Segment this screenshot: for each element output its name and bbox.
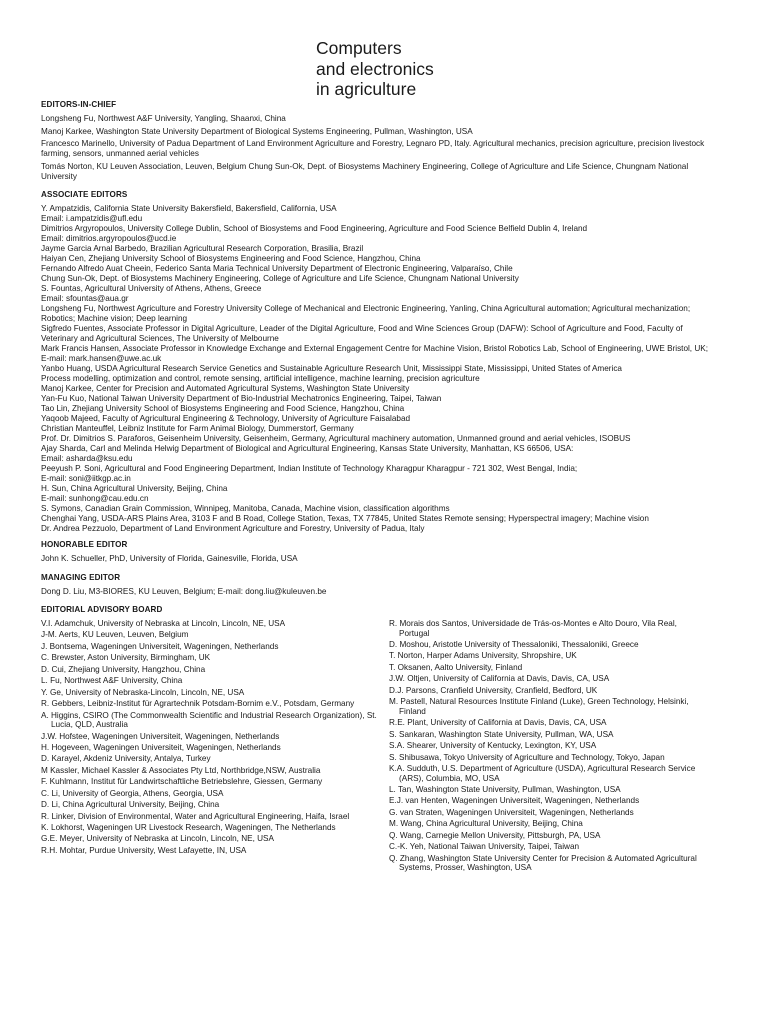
list-item: Longsheng Fu, Northwest Agriculture and Forestry University College of Mechanical and Electronic Engineering, Yanling, China Agricultural automation; Agricultural mechanization; Robotics; Machine vision; Deep learning [41,304,691,323]
list-item: Chung Sun-Ok, Dept. of Biosystems Machinery Engineering, College of Agriculture and Life Science, Chungnam National University [41,274,519,283]
list-item: Y. Ge, University of Nebraska-Lincoln, Lincoln, NE, USA [41,687,245,697]
list-item: V.I. Adamchuk, University of Nebraska at Lincoln, Lincoln, NE, USA [41,619,286,628]
list-item: Mark Francis Hansen, Associate Professor in Knowledge Exchange and External Engagement Centre for Machine Vision, Bristol Robotics Lab, School of Engineering, UWE Bristol, UK; E-mail: mark.hansen@uwe.ac.uk [41,344,709,363]
list-item: Peeyush P. Soni, Agricultural and Food Engineering Department, Indian Institute of Technology Kharagpur Kharagpur - 721 302, West Bengal, India; [41,464,578,473]
list-item: C. Brewster, Aston University, Birmingham, UK [41,653,211,663]
list-item: S. Shibusawa, Tokyo University of Agriculture and Technology, Tokyo, Japan [389,752,665,762]
list-item: E.J. van Henten, Wageningen Universiteit, Wageningen, Netherlands [389,796,640,806]
list-item: S. Fountas, Agricultural University of Athens, Athens, Greece [41,284,262,293]
list-item: R. Gebbers, Leibniz-Institut für Agrartechnik Potsdam-Bornim e.V., Potsdam, Germany [41,699,355,709]
list-item: Email: asharda@ksu.edu [41,454,133,463]
list-item: C. Li, University of Georgia, Athens, Georgia, USA [41,788,224,798]
list-item: R. Linker, Division of Environmental, Water and Agricultural Engineering, Haifa, Israel [41,811,350,821]
list-item: Yaqoob Majeed, Faculty of Agricultural Engineering & Technology, University of Agriculture Faisalabad [41,414,411,423]
list-item: R. Morais dos Santos, Universidade de Trás-os-Montes e Alto Douro, Vila Real, Portugal [389,619,677,638]
list-item: D.J. Parsons, Cranfield University, Cranfield, Bedford, UK [389,685,598,695]
list-item: K. Lokhorst, Wageningen UR Livestock Research, Wageningen, The Netherlands [41,823,336,833]
managing-editor-entry: Dong D. Liu, M3-BIORES, KU Leuven, Belgium; E-mail: dong.liu@kuleuven.be [41,586,327,596]
list-item: T. Oksanen, Aalto University, Finland [389,662,523,672]
list-item: Y. Ampatzidis, California State University Bakersfield, Bakersfield, California, USA [41,204,337,213]
journal-title-line-3: in agriculture [316,79,417,99]
list-item: Email: dimitrios.argyropoulos@ucd.ie [41,234,177,243]
list-item: Jayme Garcia Arnal Barbedo, Brazilian Agricultural Research Corporation, Brasilia, Brazil [41,244,364,253]
list-item: M. Pastell, Natural Resources Institute Finland (Luke), Green Technology, Helsinki, Finland [389,697,689,716]
list-item: E-mail: soni@iitkgp.ac.in [41,474,131,483]
list-item: Fernando Alfredo Auat Cheein, Federico Santa Maria Technical University Department of Electronic Engineering, Valparaíso, Chile [41,264,513,273]
list-item: G. van Straten, Wageningen Universiteit, Wageningen, Netherlands [389,807,634,817]
associate-editors-heading: ASSOCIATE EDITORS [41,190,128,199]
list-item: D. Moshou, Aristotle University of Thessaloniki, Thessaloniki, Greece [389,640,639,650]
list-item: Yanbo Huang, USDA Agricultural Research Service Genetics and Sustainable Agriculture Research Unit, Mississippi State, Mississippi, United States of America [41,364,622,373]
managing-editor-heading: MANAGING EDITOR [41,572,121,582]
list-item: Longsheng Fu, Northwest A&F University, Yangling, Shaanxi, China [41,114,286,123]
list-item: Sigfredo Fuentes, Associate Professor in Digital Agriculture, Leader of the Digital Agriculture, Food and Wine Sciences Group (DAFW): School of Agriculture and Food, Faculty of Veterinary and Agricultural Sciences, The University of Melbourne [41,324,683,343]
list-item: Q. Zhang, Washington State University Center for Precision & Automated Agricultural Systems, Prosser, Washington, USA [389,853,697,873]
masthead-content [41,100,709,875]
associate-editors-list [41,204,709,534]
list-item: Tomás Norton, KU Leuven Association, Leuven, Belgium Chung Sun-Ok, Dept. of Biosystems Machinery Engineering, College of Agriculture and Life Science, Chungnam National University [41,161,689,181]
list-item: A. Higgins, CSIRO (The Commonwealth Scientific and Industrial Research Organization), St. Lucia, QLD, Australia [41,710,377,730]
list-item: T. Norton, Harper Adams University, Shropshire, UK [389,651,577,661]
editorial-advisory-board [41,619,709,875]
editors-in-chief-heading: EDITORS-IN-CHIEF [41,100,117,109]
list-item: Email: i.ampatzidis@ufl.edu [41,214,143,223]
list-item: Francesco Marinello, University of Padua Department of Land Environment Agriculture and Forestry, Legnaro PD, Italy. Agricultural mechanics, precision agriculture, precision livestock farming, sensors, unmanned aerial vehicles [41,139,705,158]
list-item: K.A. Sudduth, U.S. Department of Agriculture (USDA), Agricultural Research Service (ARS), Columbia, MO, USA [389,764,696,783]
list-item: J.W. Oltjen, University of California at Davis, Davis, CA, USA [389,674,610,684]
list-item: Tao Lin, Zhejiang University School of Biosystems Engineering and Food Science, Hangzhou, China [41,404,405,413]
editors-in-chief-list [41,114,709,182]
list-item: Process modelling, optimization and control, remote sensing, artificial intelligence, machine learning, precision agriculture [41,374,480,383]
list-item: S. Sankaran, Washington State University, Pullman, WA, USA [389,729,614,739]
journal-title-line-2: and electronics [316,58,434,79]
list-item: J. Bontsema, Wageningen Universiteit, Wageningen, Netherlands [41,641,279,651]
list-item: D. Cui, Zhejiang University, Hangzhou, China [41,664,206,674]
honorable-editor-heading: HONORABLE EDITOR [41,540,128,549]
list-item: G.E. Meyer, University of Nebraska at Lincoln, Lincoln, NE, USA [41,834,274,844]
list-item: S. Symons, Canadian Grain Commission, Winnipeg, Manitoba, Canada, Machine vision, classification algorithms [41,504,450,513]
journal-title [316,38,434,100]
list-item: H. Sun, China Agricultural University, Beijing, China [41,484,228,493]
list-item: L. Fu, Northwest A&F University, China [41,676,183,686]
editorial-advisory-board-heading: EDITORIAL ADVISORY BOARD [41,605,163,614]
list-item: E-mail: sunhong@cau.edu.cn [41,494,149,503]
list-item: Dimitrios Argyropoulos, University College Dublin, School of Biosystems and Food Engineering, Agriculture and Food Science Belfield Dublin 4, Ireland [41,224,588,233]
list-item: Manoj Karkee, Center for Precision and Automated Agricultural Systems, Washington State University [41,384,410,393]
list-item: L. Tan, Washington State University, Pullman, Washington, USA [389,785,621,795]
list-item: Ajay Sharda, Carl and Melinda Helwig Department of Biological and Agricultural Engineering, Kansas State University, Manhattan, KS 66506, USA: [41,444,574,453]
list-item: Dr. Andrea Pezzuolo, Department of Land Environment Agriculture and Forestry, University of Padua, Italy [41,524,425,533]
list-item: Email: sfountas@aua.gr [41,294,129,303]
list-item: R.E. Plant, University of California at Davis, Davis, CA, USA [389,718,607,728]
list-item: Yan-Fu Kuo, National Taiwan University Department of Bio-Industrial Mechatronics Engineering, Taipei, Taiwan [41,394,442,403]
advisory-board-right-column [389,619,709,875]
list-item: Q. Wang, Carnegie Mellon University, Pittsburgh, PA, USA [389,830,601,840]
list-item: M Kassler, Michael Kassler & Associates Pty Ltd, Northbridge,NSW, Australia [41,765,321,775]
list-item: Haiyan Cen, Zhejiang University School of Biosystems Engineering and Food Science, Hangzhou, China [41,254,421,263]
list-item: D. Li, China Agricultural University, Beijing, China [41,800,220,810]
list-item: J.W. Hofstee, Wageningen Universiteit, Wageningen, Netherlands [41,731,280,741]
list-item: D. Karayel, Akdeniz University, Antalya, Turkey [41,754,211,764]
advisory-board-left-column [41,619,389,875]
list-item: S.A. Shearer, University of Kentucky, Lexington, KY, USA [389,741,597,751]
list-item: Christian Manteuffel, Leibniz Institute for Farm Animal Biology, Dummerstorf, Germany [41,424,354,433]
list-item: R.H. Mohtar, Purdue University, West Lafayette, IN, USA [41,845,247,855]
honorable-editor-entry: John K. Schueller, PhD, University of Florida, Gainesville, Florida, USA [41,554,298,563]
list-item: J-M. Aerts, KU Leuven, Leuven, Belgium [41,630,189,640]
list-item: Chenghai Yang, USDA-ARS Plains Area, 3103 F and B Road, College Station, Texas, TX 77845, United States Remote sensing; Hyperspectral imagery; Machine vision [41,514,649,523]
list-item: C.-K. Yeh, National Taiwan University, Taipei, Taiwan [389,842,580,852]
list-item: F. Kuhlmann, Institut für Landwirtschaftliche Betriebslehre, Giessen, Germany [41,777,323,787]
list-item: M. Wang, China Agricultural University, Beijing, China [389,819,583,829]
journal-title-line-1: Computers [316,38,402,58]
list-item: Prof. Dr. Dimitrios S. Paraforos, Geisenheim University, Geisenheim, Germany, Agricultural machinery automation, Unmanned ground and aerial vehicles, ISOBUS [41,434,631,443]
list-item: Manoj Karkee, Washington State University Department of Biological Systems Engineering, Pullman, Washington, USA [41,126,473,136]
list-item: H. Hogeveen, Wageningen Universiteit, Wageningen, Netherlands [41,742,281,752]
